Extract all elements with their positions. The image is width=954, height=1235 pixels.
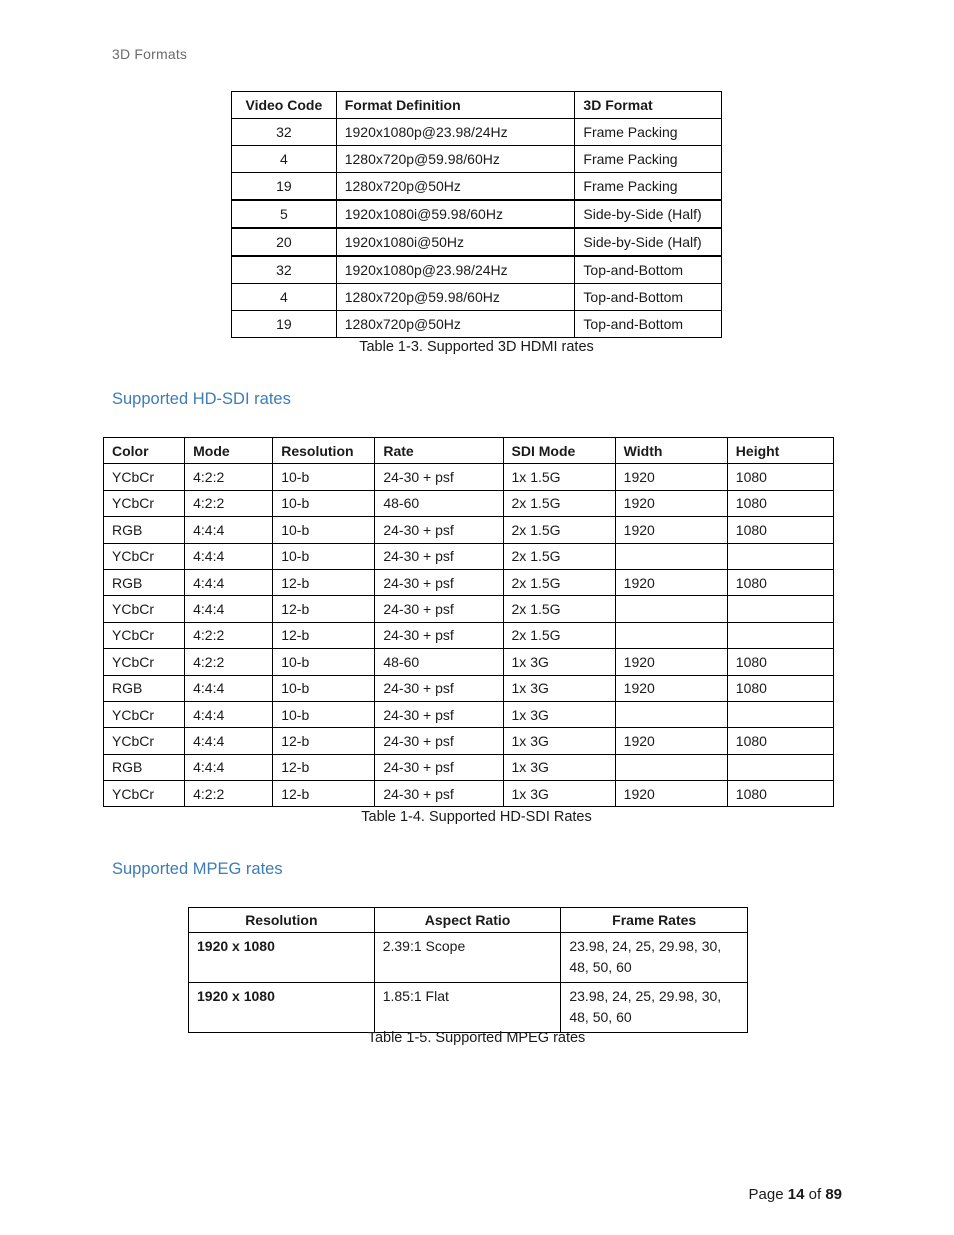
of-label: of [808, 1186, 822, 1203]
column-header: SDI Mode [503, 438, 615, 464]
table-row [104, 596, 834, 622]
table-cell: 4:4:4 [185, 754, 273, 780]
table-cell: 1280x720p@59.98/60Hz [336, 284, 575, 311]
table-cell: Top-and-Bottom [575, 284, 722, 311]
column-header: Resolution [189, 908, 375, 933]
table-cell: 23.98, 24, 25, 29.98, 30, 48, 50, 60 [561, 933, 748, 983]
table-cell: 19 [232, 173, 337, 201]
table-cell: YCbCr [104, 543, 185, 569]
table-cell: 1080 [727, 675, 833, 701]
table-row [232, 119, 722, 146]
table-cell: 1080 [727, 490, 833, 516]
table-cell: 20 [232, 228, 337, 256]
column-header: Aspect Ratio [374, 908, 561, 933]
table-cell: 48-60 [375, 490, 503, 516]
table-cell: 1x 3G [503, 728, 615, 754]
hdmi-table-body [232, 119, 722, 338]
table-row [232, 284, 722, 311]
page-number: 14 [787, 1186, 805, 1203]
table-cell: 1x 3G [503, 675, 615, 701]
table-cell: Top-and-Bottom [575, 311, 722, 338]
table-cell: YCbCr [104, 596, 185, 622]
table-cell [727, 754, 833, 780]
table-cell: 1920 [615, 649, 727, 675]
table-row [232, 256, 722, 284]
table-cell: 10-b [273, 649, 375, 675]
table-cell: 4 [232, 146, 337, 173]
table-row [232, 173, 722, 201]
table-cell: YCbCr [104, 622, 185, 648]
column-header: Rate [375, 438, 503, 464]
table-cell: 1080 [727, 781, 833, 807]
table-cell: 1920x1080i@59.98/60Hz [336, 200, 575, 228]
table-cell: 1920 [615, 781, 727, 807]
table-cell: 2x 1.5G [503, 543, 615, 569]
hdmi-3d-rates-table [231, 91, 722, 338]
column-header: Video Code [232, 92, 337, 119]
table-cell: 24-30 + psf [375, 781, 503, 807]
table-cell: 1920x1080i@50Hz [336, 228, 575, 256]
mpeg-section-title: Supported MPEG rates [112, 860, 283, 878]
column-header: Resolution [273, 438, 375, 464]
table-cell [615, 754, 727, 780]
column-header: 3D Format [575, 92, 722, 119]
table-cell: RGB [104, 754, 185, 780]
table-cell: 4:2:2 [185, 464, 273, 490]
table-cell: YCbCr [104, 490, 185, 516]
table-cell: Top-and-Bottom [575, 256, 722, 284]
table-row [104, 728, 834, 754]
table-cell: 12-b [273, 754, 375, 780]
hd-sdi-rates-table [103, 437, 834, 807]
table-cell: 12-b [273, 781, 375, 807]
column-header: Frame Rates [561, 908, 748, 933]
table-cell: 12-b [273, 596, 375, 622]
table-row [104, 754, 834, 780]
table-header-row [232, 92, 722, 119]
table-cell: YCbCr [104, 728, 185, 754]
page-label: Page [748, 1186, 784, 1203]
table-row [104, 464, 834, 490]
table-cell [727, 701, 833, 727]
table-row [232, 146, 722, 173]
table-cell: 4:4:4 [185, 543, 273, 569]
table-cell: RGB [104, 517, 185, 543]
table-cell: 5 [232, 200, 337, 228]
table-cell: 24-30 + psf [375, 754, 503, 780]
table-row [104, 622, 834, 648]
table-cell: 23.98, 24, 25, 29.98, 30, 48, 50, 60 [561, 983, 748, 1033]
hd-sdi-table-caption: Table 1-4. Supported HD-SDI Rates [361, 809, 592, 825]
table-cell: 1x 3G [503, 781, 615, 807]
table-cell: 4:4:4 [185, 728, 273, 754]
mpeg-table-body [189, 933, 748, 1033]
table-cell: 1280x720p@59.98/60Hz [336, 146, 575, 173]
mpeg-table-caption: Table 1-5. Supported MPEG rates [367, 1030, 586, 1046]
table-cell: 1280x720p@50Hz [336, 173, 575, 201]
table-cell: 32 [232, 119, 337, 146]
table-cell: 1x 3G [503, 649, 615, 675]
table-row [189, 983, 748, 1033]
table-cell: 4:4:4 [185, 569, 273, 595]
table-row [104, 649, 834, 675]
table-cell: 1x 3G [503, 754, 615, 780]
table-cell [727, 596, 833, 622]
hd-sdi-section-title: Supported HD-SDI rates [112, 390, 291, 408]
table-cell: 10-b [273, 701, 375, 727]
table-cell: 2x 1.5G [503, 569, 615, 595]
table-cell: 1.85:1 Flat [374, 983, 561, 1033]
table-cell: 10-b [273, 490, 375, 516]
table-cell: 24-30 + psf [375, 517, 503, 543]
table-cell: 1080 [727, 649, 833, 675]
table-cell: 32 [232, 256, 337, 284]
table-cell: 24-30 + psf [375, 728, 503, 754]
table-cell: 1920x1080p@23.98/24Hz [336, 256, 575, 284]
table-cell [615, 596, 727, 622]
table-cell: Side-by-Side (Half) [575, 200, 722, 228]
table-row [232, 228, 722, 256]
table-cell: 19 [232, 311, 337, 338]
table-cell: Frame Packing [575, 173, 722, 201]
table-cell: 2x 1.5G [503, 517, 615, 543]
table-cell: 4:2:2 [185, 490, 273, 516]
table-cell: 4:2:2 [185, 649, 273, 675]
table-row [189, 933, 748, 983]
table-cell: 48-60 [375, 649, 503, 675]
table-cell: 24-30 + psf [375, 569, 503, 595]
table-cell: 1920 [615, 569, 727, 595]
table-cell: 1080 [727, 517, 833, 543]
column-header: Width [615, 438, 727, 464]
table-cell: YCbCr [104, 701, 185, 727]
table-cell: 4:4:4 [185, 675, 273, 701]
column-header: Height [727, 438, 833, 464]
table-cell: 24-30 + psf [375, 464, 503, 490]
table-cell: 1920 [615, 517, 727, 543]
table-row [104, 701, 834, 727]
table-cell: 4:4:4 [185, 596, 273, 622]
table-cell: 1920 [615, 728, 727, 754]
page-header-section: 3D Formats [112, 46, 188, 62]
table-cell: 1920 [615, 490, 727, 516]
sdi-table-body [104, 464, 834, 807]
table-cell [727, 543, 833, 569]
table-cell: 1x 3G [503, 701, 615, 727]
table-cell: 24-30 + psf [375, 701, 503, 727]
table-cell [615, 622, 727, 648]
table-cell: Side-by-Side (Half) [575, 228, 722, 256]
table-cell: 10-b [273, 675, 375, 701]
table-cell: RGB [104, 569, 185, 595]
table-cell: YCbCr [104, 464, 185, 490]
table-cell: 1920x1080p@23.98/24Hz [336, 119, 575, 146]
table-cell: 4:2:2 [185, 622, 273, 648]
table-cell: 1080 [727, 464, 833, 490]
table-cell: 12-b [273, 622, 375, 648]
table-row [232, 311, 722, 338]
table-cell: 24-30 + psf [375, 543, 503, 569]
mpeg-rates-table [188, 907, 748, 1033]
table-cell: 24-30 + psf [375, 675, 503, 701]
table-cell [615, 543, 727, 569]
table-cell: 12-b [273, 569, 375, 595]
table-cell: 12-b [273, 728, 375, 754]
table-row [104, 490, 834, 516]
column-header: Color [104, 438, 185, 464]
table-cell: 4:4:4 [185, 517, 273, 543]
table-header-row [104, 438, 834, 464]
table-row [232, 200, 722, 228]
table-cell: 10-b [273, 517, 375, 543]
table-row [104, 517, 834, 543]
table-cell: 24-30 + psf [375, 622, 503, 648]
table-cell: 1920 x 1080 [189, 983, 375, 1033]
table-row [104, 675, 834, 701]
table-cell: 24-30 + psf [375, 596, 503, 622]
page-footer [749, 1186, 842, 1203]
table-row [104, 569, 834, 595]
table-row [104, 543, 834, 569]
table-cell: 10-b [273, 543, 375, 569]
table-cell [615, 701, 727, 727]
table-cell: YCbCr [104, 649, 185, 675]
table-cell: 1x 1.5G [503, 464, 615, 490]
table-cell: 2x 1.5G [503, 596, 615, 622]
column-header: Format Definition [336, 92, 575, 119]
table-row [104, 781, 834, 807]
table-cell: 2.39:1 Scope [374, 933, 561, 983]
table-cell: 1920 [615, 464, 727, 490]
table-cell: 4:2:2 [185, 781, 273, 807]
table-header-row [189, 908, 748, 933]
table-cell: Frame Packing [575, 146, 722, 173]
table-cell [727, 622, 833, 648]
table-cell: Frame Packing [575, 119, 722, 146]
table-cell: 1080 [727, 569, 833, 595]
table-cell: 1920 [615, 675, 727, 701]
table-cell: RGB [104, 675, 185, 701]
column-header: Mode [185, 438, 273, 464]
table-cell: 2x 1.5G [503, 490, 615, 516]
table-cell: 1080 [727, 728, 833, 754]
table-cell: 1280x720p@50Hz [336, 311, 575, 338]
hdmi-table-caption: Table 1-3. Supported 3D HDMI rates [359, 339, 594, 355]
total-pages: 89 [825, 1186, 842, 1203]
table-cell: 2x 1.5G [503, 622, 615, 648]
table-cell: 4:4:4 [185, 701, 273, 727]
table-cell: YCbCr [104, 781, 185, 807]
table-cell: 4 [232, 284, 337, 311]
table-cell: 1920 x 1080 [189, 933, 375, 983]
table-cell: 10-b [273, 464, 375, 490]
